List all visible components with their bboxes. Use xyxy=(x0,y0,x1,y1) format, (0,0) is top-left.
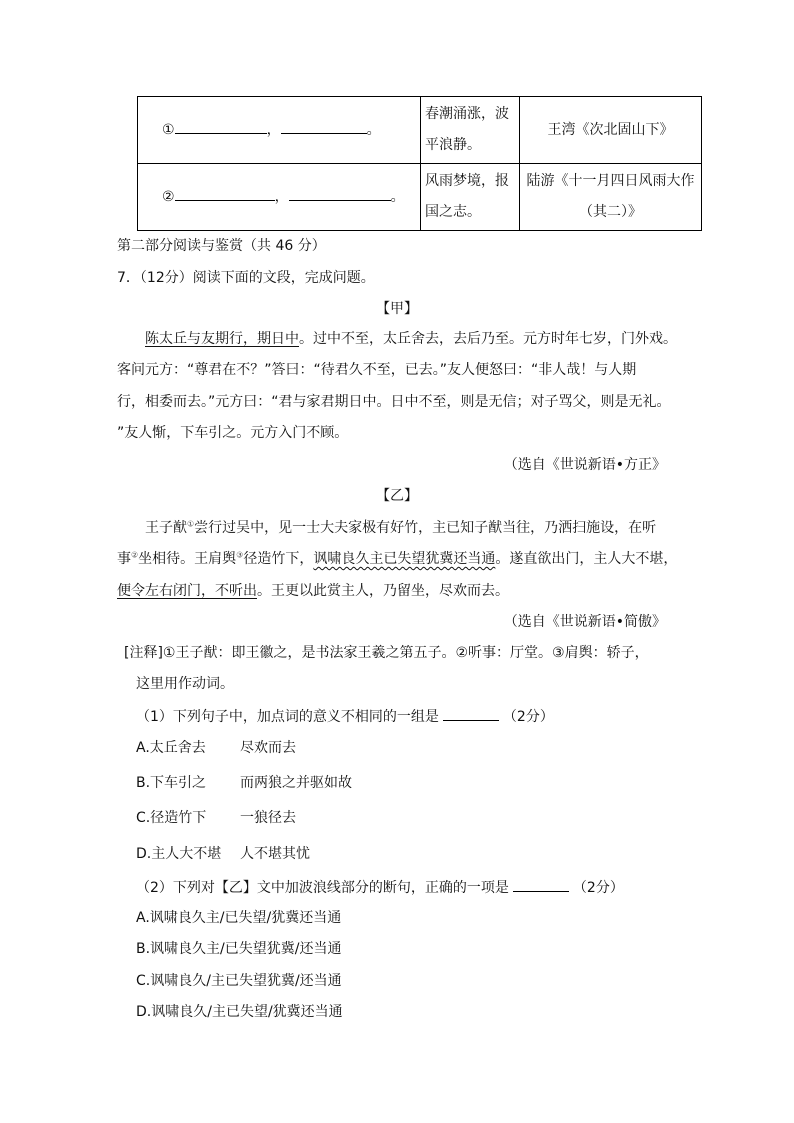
sub-question-2: （2）下列对【乙】文中加波浪线部分的断句，正确的一项是 （2分） xyxy=(136,877,624,898)
answer-blank[interactable] xyxy=(513,877,569,892)
option-row[interactable]: C.径造竹下 一狼径去 xyxy=(136,810,296,826)
fill-cell-2: ② ， 。 xyxy=(138,164,421,231)
theme-cell-1: 春潮涌涨，波 平浪静。 xyxy=(421,97,520,164)
note-marker: ① xyxy=(187,519,195,529)
answer-blank[interactable] xyxy=(443,706,499,721)
question-stem: 7．（12分）阅读下面的文段，完成问题。 xyxy=(117,270,375,286)
fill-blank[interactable] xyxy=(175,186,275,201)
theme-cell-2: 风雨梦境，报 国之志。 xyxy=(421,164,520,231)
table-row xyxy=(138,97,702,164)
passage-jia-line: ”友人惭，下车引之。元方入门不顾。 xyxy=(117,425,349,441)
source-cell-1: 王湾《次北固山下》 xyxy=(520,97,702,164)
option-row[interactable]: A.太丘舍去 尽欢而去 xyxy=(136,740,296,756)
option-row[interactable]: C.讽啸良久/主已失望犹冀/还当通 xyxy=(136,973,342,989)
wavy-underlined-phrase: 讽啸良久主已失望犹冀还当通 xyxy=(313,551,496,567)
option-row[interactable]: D.讽啸良久/主已失望/犹冀还当通 xyxy=(136,1004,343,1020)
underlined-sentence: 便令左右闭门，不听出 xyxy=(117,583,257,599)
section-heading: 第二部分阅读与鉴赏（共 46 分） xyxy=(117,238,326,254)
passage-yi-line: 事②坐相待。王肩舆③径造竹下，讽啸良久主已失望犹冀还当通。遂直欲出门，主人大不堪， xyxy=(117,550,678,567)
underlined-sentence: 陈太丘与友期行，期日中 xyxy=(145,331,299,347)
fill-blank[interactable] xyxy=(175,119,267,134)
note-marker: ③ xyxy=(236,550,244,560)
item-number: ① xyxy=(162,121,175,138)
option-row[interactable]: A.讽啸良久主/已失望/犹冀还当通 xyxy=(136,910,342,926)
source-cell-2: 陆游《十一月四日风雨大作 （其二）》 xyxy=(520,164,702,231)
fill-cell-1: ① ， 。 xyxy=(138,97,421,164)
passage-jia-source: （选自《世说新语•方正》 xyxy=(503,457,666,473)
passage-jia-line: 陈太丘与友期行，期日中。过中不至，太丘舍去，去后乃至。元方时年七岁，门外戏。 xyxy=(145,331,677,347)
passage-jia-title: 【甲】 xyxy=(376,301,418,317)
sub-question-1: （1）下列句子中，加点词的意义不相同的一组是 （2分） xyxy=(136,706,554,727)
poem-fill-table xyxy=(137,96,702,231)
passage-yi-line: 便令左右闭门，不听出。王更以此赏主人，乃留坐，尽欢而去。 xyxy=(117,583,509,599)
note-marker: ② xyxy=(131,550,139,560)
notes-line: [注释]①王子猷：即王徽之，是书法家王羲之第五子。②听事：厅堂。③肩舆：轿子， xyxy=(124,645,649,661)
passage-yi-title: 【乙】 xyxy=(376,488,418,504)
fill-blank[interactable] xyxy=(281,119,367,134)
option-row[interactable]: B.讽啸良久主/已失望犹冀/还当通 xyxy=(136,941,342,957)
table-row xyxy=(138,164,702,231)
item-number: ② xyxy=(162,188,175,205)
passage-jia-line: 客问元方：“尊君在不？”答曰：“待君久不至，已去。”友人便怒曰：“非人哉！与人期 xyxy=(117,362,637,378)
fill-blank[interactable] xyxy=(289,186,391,201)
notes-line: 这里用作动词。 xyxy=(136,676,234,692)
passage-yi-line: 王子猷①尝行过吴中，见一士大夫家极有好竹，主已知子猷当往，乃洒扫施设，在听 xyxy=(145,519,657,536)
option-row[interactable]: D.主人大不堪 人不堪其忧 xyxy=(136,846,310,862)
option-row[interactable]: B.下车引之 而两狼之并驱如故 xyxy=(136,775,352,791)
passage-jia-line: 行，相委而去。”元方曰：“君与家君期日中。日中不至，则是无信；对子骂父，则是无礼。 xyxy=(117,394,671,410)
passage-yi-source: （选自《世说新语•简傲》 xyxy=(503,614,666,630)
